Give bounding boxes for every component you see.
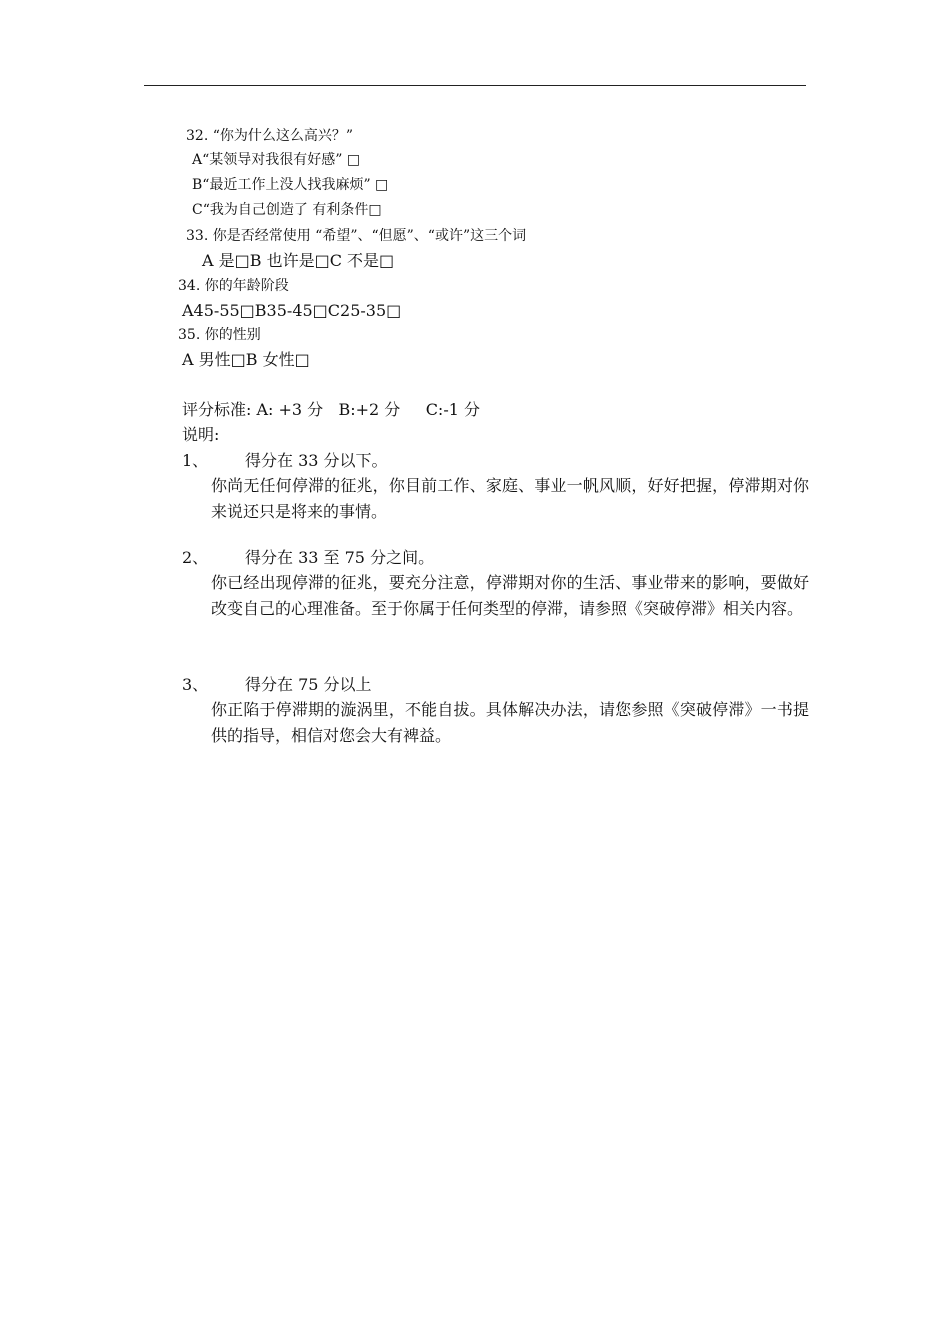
result-3-range: 得分在 75 分以上 (245, 675, 372, 694)
question-33-title: 33. 你是否经常使用 “希望”、“但愿”、“或许”这三个词 (186, 228, 527, 244)
result-1-number: 1、 (182, 451, 209, 470)
scoring-standard: 评分标准: A: +3 分 B:+2 分 C:-1 分 (182, 400, 480, 419)
result-2-text: 你已经出现停滞的征兆，要充分注意，停滞期对你的生活、事业带来的影响，要做好改变自己的心理准备。至于你属于任何类型的停滞，请参照《突破停滞》相关内容。 (211, 573, 809, 618)
result-3-number: 3、 (182, 675, 209, 694)
question-35-options: A 男性□B 女性□ (182, 350, 310, 369)
result-2-number: 2、 (182, 548, 209, 567)
result-1-text: 你尚无任何停滞的征兆，你目前工作、家庭、事业一帆风顺，好好把握，停滞期对你来说还只是将来的事情。 (211, 476, 809, 521)
question-35-title: 35. 你的性别 (178, 327, 261, 343)
question-33-options: A 是□B 也许是□C 不是□ (202, 251, 395, 270)
question-32-option-c: C“我为自己创造了 有利条件□ (192, 202, 382, 218)
question-34-options: A45-55□B35-45□C25-35□ (182, 301, 402, 320)
result-2-range: 得分在 33 至 75 分之间。 (245, 548, 435, 567)
result-3-text: 你正陷于停滞期的漩涡里，不能自拔。具体解决办法，请您参照《突破停滞》一书提供的指导，相信对您会大有裨益。 (211, 700, 809, 745)
explanation-label: 说明: (182, 425, 220, 444)
question-34-title: 34. 你的年龄阶段 (178, 278, 289, 294)
header-rule (144, 85, 806, 86)
question-32-option-a: A“某领导对我很有好感” □ (192, 152, 361, 168)
question-32-option-b: B“最近工作上没人找我麻烦” □ (192, 177, 389, 193)
question-32-title: 32. “你为什么这么高兴？” (186, 128, 354, 144)
result-1-range: 得分在 33 分以下。 (245, 451, 388, 470)
